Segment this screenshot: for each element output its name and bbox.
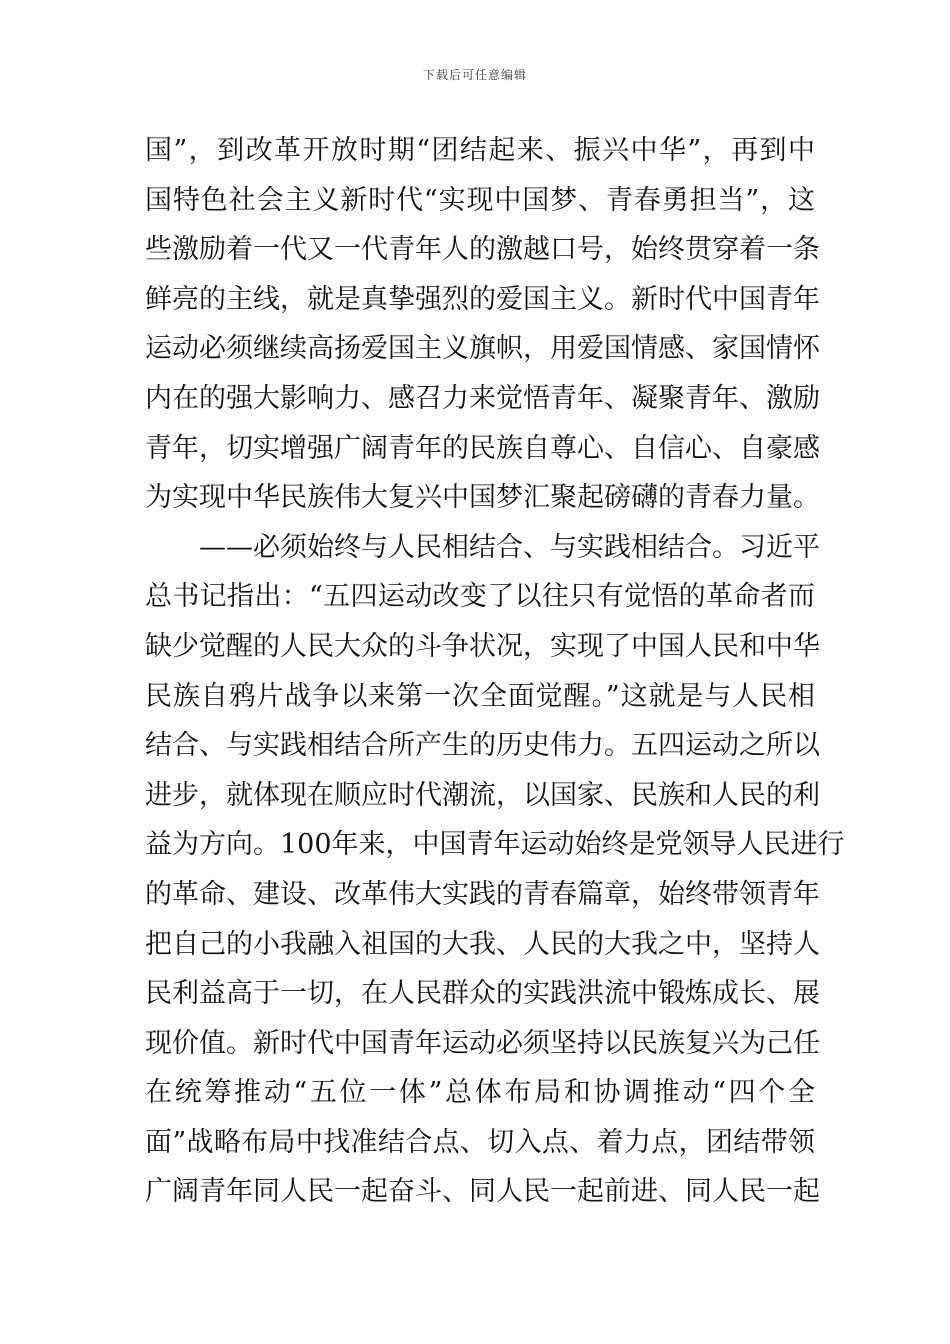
text-line: 的革命、建设、改革伟大实践的青春篇章，始终带领青年 bbox=[145, 878, 820, 910]
text-line: 运动必须继续高扬爱国主义旗帜，用爱国情感、家国情怀 bbox=[145, 333, 820, 365]
text-line: 结合、与实践相结合所产生的历史伟力。五四运动之所以 bbox=[145, 730, 820, 762]
text-line: 缺少觉醒的人民大众的斗争状况，实现了中国人民和中华 bbox=[145, 630, 820, 662]
text-line: 鲜亮的主线，就是真挚强烈的爱国主义。新时代中国青年 bbox=[145, 283, 820, 315]
text-line: 内在的强大影响力、感召力来觉悟青年、凝聚青年、激励 bbox=[145, 382, 820, 414]
text-line: ——必须始终与人民相结合、与实践相结合。习近平 bbox=[145, 531, 820, 563]
text-line: 面”战略布局中找准结合点、切入点、着力点，团结带领 bbox=[145, 1126, 815, 1158]
text-line: 为实现中华民族伟大复兴中国梦汇聚起磅礴的青春力量。 bbox=[145, 482, 820, 514]
text-line: 国特色社会主义新时代“实现中国梦、青春勇担当”，这 bbox=[145, 184, 815, 216]
text-line: 进步，就体现在顺应时代潮流，以国家、民族和人民的利 bbox=[145, 779, 820, 811]
text-line: 青年，切实增强广阔青年的民族自尊心、自信心、自豪感 bbox=[145, 432, 820, 464]
text-line: 把自己的小我融入祖国的大我、人民的大我之中，坚持人 bbox=[145, 928, 820, 960]
text-line: 在统筹推动“五位一体”总体布局和协调推动“四个全 bbox=[145, 1077, 815, 1109]
page-header: 下载后可任意编辑 bbox=[422, 68, 527, 82]
text-line: 民族自鸦片战争以来第一次全面觉醒。”这就是与人民相 bbox=[145, 680, 815, 712]
text-line: 广阔青年同人民一起奋斗、同人民一起前进、同人民一起 bbox=[145, 1176, 820, 1208]
text-line: 现价值。新时代中国青年运动必须坚持以民族复兴为己任 bbox=[145, 1027, 820, 1059]
text-line: 总书记指出：“五四运动改变了以往只有觉悟的革命者而 bbox=[145, 581, 815, 613]
text-line: 益为方向。100年来，中国青年运动始终是党领导人民进行 bbox=[145, 829, 845, 861]
text-line: 民利益高于一切，在人民群众的实践洪流中锻炼成长、展 bbox=[145, 978, 820, 1010]
body-text bbox=[145, 126, 845, 1217]
text-line: 国”，到改革开放时期“团结起来、振兴中华”，再到中 bbox=[145, 135, 815, 166]
text-line: 些激励着一代又一代青年人的激越口号，始终贯穿着一条 bbox=[145, 234, 820, 266]
